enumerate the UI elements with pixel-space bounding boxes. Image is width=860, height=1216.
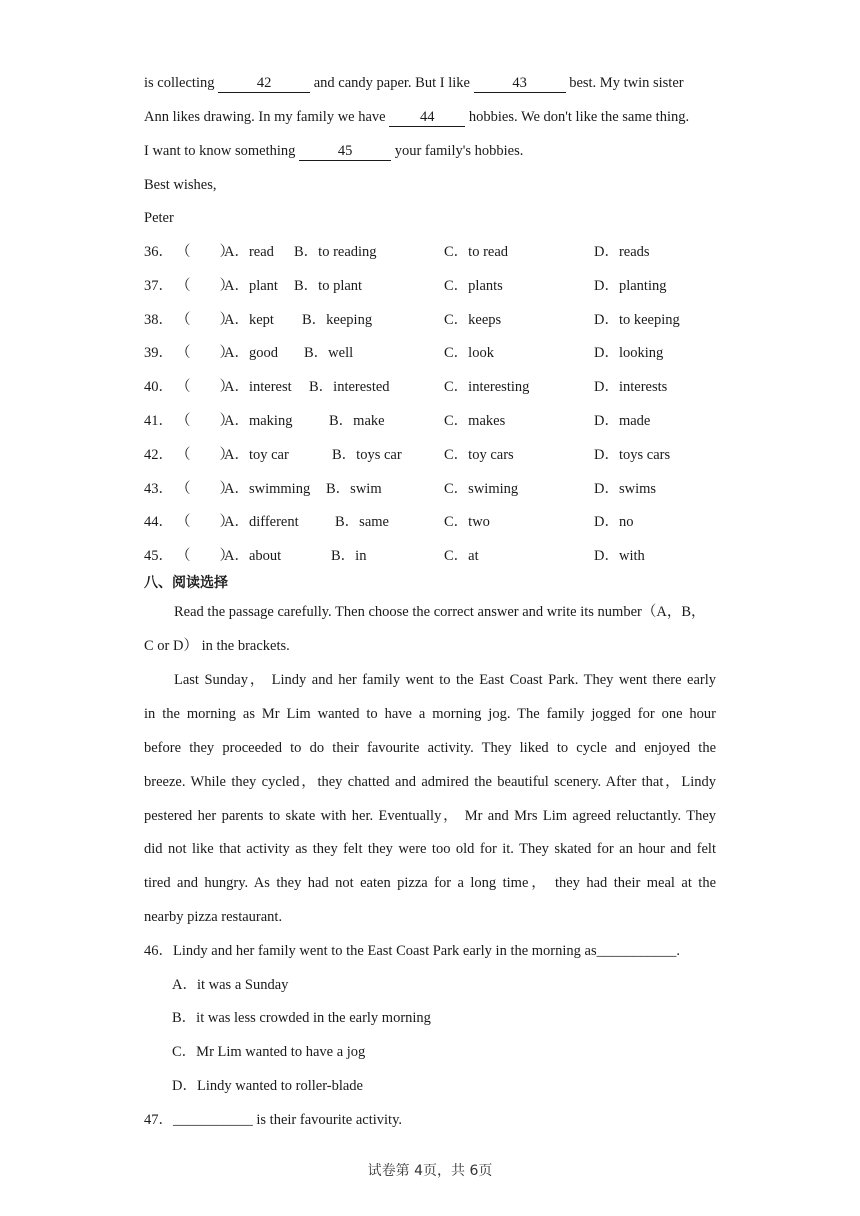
question-row xyxy=(144,343,704,363)
option-d: D．to keeping xyxy=(594,312,680,328)
question-number: 42． xyxy=(144,447,173,463)
question-46-stem: 46．Lindy and her family went to the East Coast Park early in the morning as___________. xyxy=(144,943,680,959)
option-a: A．plant xyxy=(224,278,278,294)
letter-text: I want to know something xyxy=(144,143,300,159)
option-c: C．makes xyxy=(444,413,506,429)
letter-line-3 xyxy=(144,141,720,161)
passage-line: breeze. While they cycled，they chatted and admired the beautiful scenery. After that，Lindy xyxy=(144,774,716,790)
letter-closing: Best wishes, xyxy=(144,177,217,193)
letter-signature: Peter xyxy=(144,210,174,226)
question-46-option-a: A．it was a Sunday xyxy=(172,977,289,993)
question-46-option-d: D．Lindy wanted to roller-blade xyxy=(172,1078,363,1094)
option-c: C．swiming xyxy=(444,481,519,497)
option-d: D．toys cars xyxy=(594,447,671,463)
question-number: 43． xyxy=(144,481,173,497)
option-b: B．to plant xyxy=(294,278,363,294)
option-d: D．no xyxy=(594,514,634,530)
question-number: 37． xyxy=(144,278,173,294)
question-row xyxy=(144,479,704,499)
blank-42: 42 xyxy=(218,75,310,93)
option-a: A．kept xyxy=(224,312,274,328)
letter-text: best. My twin sister xyxy=(565,75,684,91)
question-number: 40． xyxy=(144,379,173,395)
option-a: A．interest xyxy=(224,379,292,395)
letter-text: and candy paper. But I like xyxy=(310,75,474,91)
option-d: D．with xyxy=(594,548,645,564)
question-47-stem: 47．___________ is their favourite activity. xyxy=(144,1112,402,1128)
passage-line: Last Sunday， Lindy and her family went to the East Coast Park. They went there early xyxy=(174,672,716,688)
option-a: A．read xyxy=(224,244,274,260)
question-row xyxy=(144,276,704,296)
blank-43: 43 xyxy=(474,75,566,93)
answer-bracket: （ ） xyxy=(176,413,234,429)
option-b: B．in xyxy=(331,548,367,564)
question-46-option-b: B．it was less crowded in the early morning xyxy=(172,1010,431,1026)
question-number: 39． xyxy=(144,345,173,361)
section-instruction: Read the passage carefully. Then choose the correct answer and write its number（A，B， xyxy=(174,604,706,620)
letter-line-2 xyxy=(144,107,720,127)
question-number: 41． xyxy=(144,413,173,429)
answer-bracket: （ ） xyxy=(176,481,234,497)
blank-44: 44 xyxy=(389,109,465,127)
option-c: C．interesting xyxy=(444,379,530,395)
question-number: 36． xyxy=(144,244,173,260)
question-row xyxy=(144,546,704,566)
option-a: A．good xyxy=(224,345,278,361)
option-b: B．same xyxy=(335,514,389,530)
answer-bracket: （ ） xyxy=(176,548,234,564)
question-row xyxy=(144,512,704,532)
option-b: B．interested xyxy=(309,379,390,395)
option-d: D．looking xyxy=(594,345,664,361)
question-number: 38． xyxy=(144,312,173,328)
option-d: D．interests xyxy=(594,379,668,395)
option-d: D．reads xyxy=(594,244,650,260)
answer-bracket: （ ） xyxy=(176,312,234,328)
passage-line: before they proceeded to do their favourite activity. They liked to cycle and enjoyed the xyxy=(144,740,716,756)
passage-line: tired and hungry. As they had not eaten pizza for a long time， they had their meal at the xyxy=(144,875,716,891)
letter-line-1 xyxy=(144,73,720,93)
answer-bracket: （ ） xyxy=(176,278,234,294)
answer-bracket: （ ） xyxy=(176,514,234,530)
question-number: 45． xyxy=(144,548,173,564)
answer-bracket: （ ） xyxy=(176,379,234,395)
option-c: C．toy cars xyxy=(444,447,514,463)
option-c: C．look xyxy=(444,345,494,361)
option-c: C．plants xyxy=(444,278,503,294)
question-row xyxy=(144,242,704,262)
option-d: D．made xyxy=(594,413,651,429)
answer-bracket: （ ） xyxy=(176,244,234,260)
option-b: B．to reading xyxy=(294,244,377,260)
question-row xyxy=(144,445,704,465)
option-a: A．toy car xyxy=(224,447,289,463)
option-c: C．to read xyxy=(444,244,509,260)
question-number: 44． xyxy=(144,514,173,530)
answer-bracket: （ ） xyxy=(176,345,234,361)
letter-text: is collecting xyxy=(144,75,219,91)
option-b: B．make xyxy=(329,413,385,429)
option-b: B．well xyxy=(304,345,354,361)
option-c: C．two xyxy=(444,514,490,530)
section-instruction: C or D） in the brackets. xyxy=(144,638,290,654)
option-c: C．keeps xyxy=(444,312,502,328)
blank-45: 45 xyxy=(299,143,391,161)
option-d: D．swims xyxy=(594,481,657,497)
option-b: B．keeping xyxy=(302,312,373,328)
option-a: A．making xyxy=(224,413,293,429)
answer-bracket: （ ） xyxy=(176,447,234,463)
letter-text: Ann likes drawing. In my family we have xyxy=(144,109,390,125)
option-d: D．planting xyxy=(594,278,667,294)
question-row xyxy=(144,411,704,431)
passage-line: in the morning as Mr Lim wanted to have a morning jog. The family jogged for one hour xyxy=(144,706,716,722)
page-footer: 试卷第 4页，共 6页 xyxy=(367,1163,493,1179)
passage-line: pestered her parents to skate with her. Eventually， Mr and Mrs Lim agreed reluctantly. They xyxy=(144,808,716,824)
passage-line: nearby pizza restaurant. xyxy=(144,909,283,925)
question-row xyxy=(144,377,704,397)
option-c: C．at xyxy=(444,548,479,564)
option-b: B．toys car xyxy=(332,447,402,463)
question-row xyxy=(144,310,704,330)
passage-line: did not like that activity as they felt they were too old for it. They skated for an hour and felt xyxy=(144,841,716,857)
option-b: B．swim xyxy=(326,481,382,497)
letter-text: your family's hobbies. xyxy=(391,143,524,159)
option-a: A．swimming xyxy=(224,481,311,497)
option-a: A．about xyxy=(224,548,282,564)
option-a: A．different xyxy=(224,514,299,530)
section-title: 八、阅读选择 xyxy=(144,575,228,591)
question-46-option-c: C．Mr Lim wanted to have a jog xyxy=(172,1044,366,1060)
letter-text: hobbies. We don't like the same thing. xyxy=(465,109,690,125)
